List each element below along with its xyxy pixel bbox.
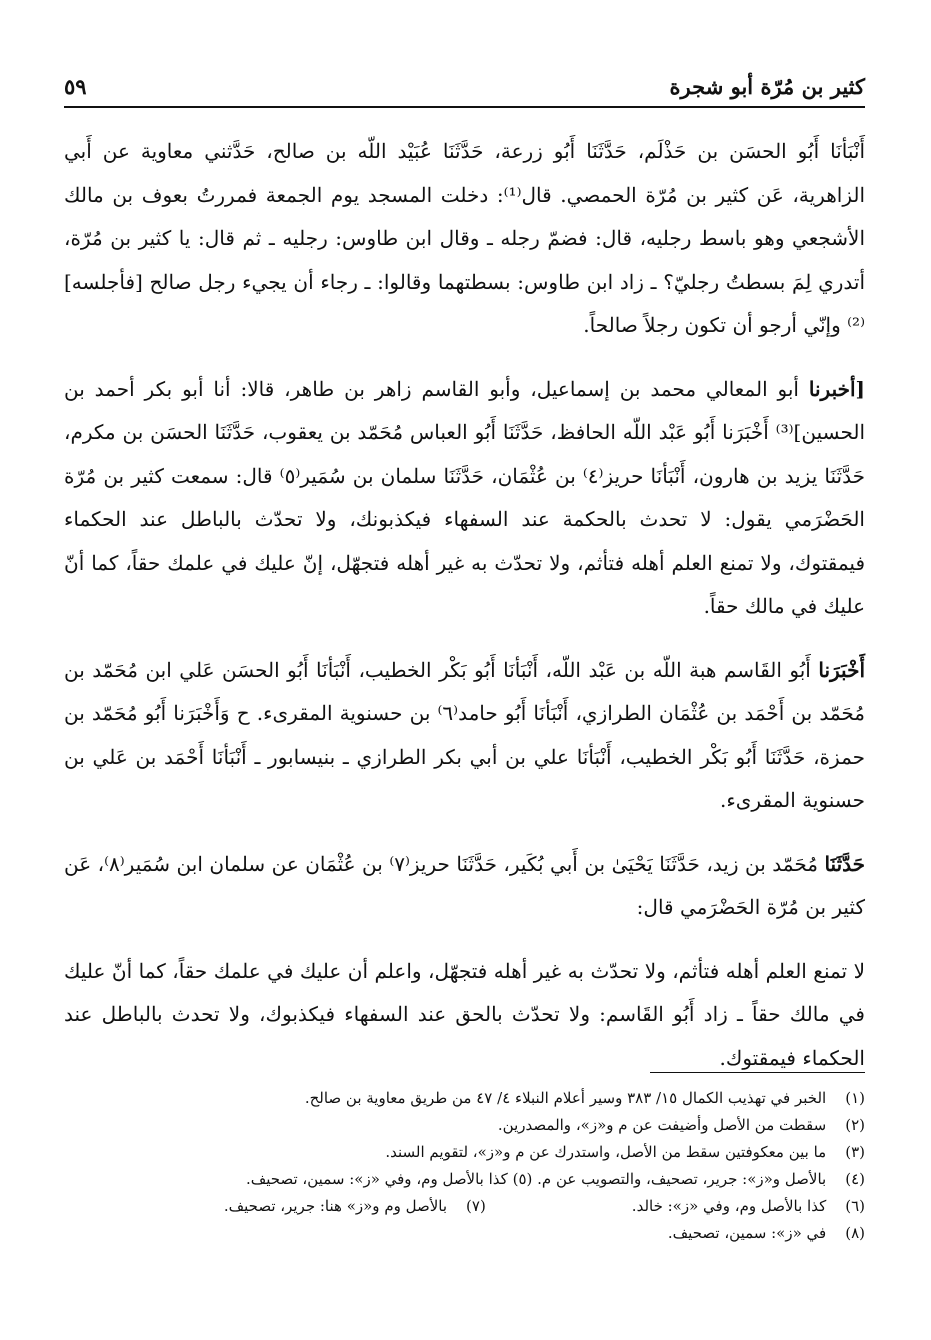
footnote-number: (٢) xyxy=(845,1116,865,1134)
footnotes xyxy=(64,1072,865,1247)
paragraph-text: أبو المعالي محمد بن إسماعيل، وأبو القاسم زاهر بن طاهر، قالا: أنا أبو بكر أحمد بن الحسين]⁽³⁾ أَخْبَرَنا أَبُو عَبْد اللّه الحافظ، حَدَّثَنَا أَبُو العباس مُحَمّد بن يعقوب، حَدَّثَنَا الحسَن بن مكرم، حَدَّثَنَا يزيد بن هارون، أَنْبَأنَا حريز⁽٤⁾ بن عُثْمَان، حَدَّثَنَا سلمان بن سُمَير⁽٥⁾ قال: سمعت كثير بن مُرّة الحَضْرَمي يقول: لا تحدث بالحكمة عند السفهاء فيكذبونك، ولا تحدّث بالباطل عند الحكماء فيمقتوك، ولا تمنع العلم أهله فتأثم، ولا تحدّث به غير أهله فتجهّل، إنّ عليك في علمك حقاً، كما أنّ عليك في مالك حقاً. xyxy=(64,376,866,618)
paragraph-lead: أَخْبَرَنا xyxy=(818,657,866,682)
footnote xyxy=(64,1166,865,1193)
footnote-text: سقطت من الأصل وأضيفت عن م و«ز»، والمصدرين. xyxy=(497,1116,827,1134)
paragraph-text: لا تمنع العلم أهله فتأثم، ولا تحدّث به غير أهله فتجهّل، واعلم أن عليك في علمك حقاً، كما أنّ عليك في مالك حقاً ـ زاد أَبُو القَاسم: ولا تحدّث بالحق عند السفهاء فيكذبوك، ولا تحدث بالباطل عند الحكماء فيمقتوك. xyxy=(64,958,865,1070)
footnote xyxy=(64,1112,865,1139)
footnote xyxy=(64,1085,865,1112)
page-number: ٥٩ xyxy=(64,74,87,99)
paragraph-text: أَبُو القَاسم هبة اللّه بن عَبْد اللّه، أَنْبَأنَا أَبُو بَكْر الخطيب، أَنْبَأنَا أَبُو الحسَن عَلي ابن مُحَمّد بن مُحَمّد بن أَحْمَد بن عُثْمَان الطرازي، أَنْبَأنَا أَبُو حامد⁽٦⁾ بن حسنوية المقرىء. ح وَأَخْبَرَنا أَبُو مُحَمّد بن حمزة، حَدَّثَنَا أَبُو بَكْر الخطيب، أَنْبَأنَا علي بن أبي بكر الطرازي ـ بنيسابور ـ أَنْبَأنَا أَحْمَد بن عَلي بن حسنوية المقرىء. xyxy=(64,657,866,812)
footnote xyxy=(64,1139,865,1166)
footnote-number: (٦) xyxy=(845,1197,865,1215)
paragraph-text: أَنْبَأنَا أَبُو الحسَن بن حَذْلَم، حَدَّثَنَا أَبُو زرعة، حَدَّثَنَا عُبَيْد اللّه بن صالح، حَدَّثني معاوية عن أَبي الزاهرية، عَن كثير بن مُرّة الحمصي. قال⁽¹⁾: دخلت المسجد يوم الجمعة فمررتُ بعوف بن مالك الأشجعي وهو باسط رجليه، قال: فضمّ رجله ـ وقال ابن طاوس: رجليه ـ ثم قال: يا كثير بن مُرّة، أتدري لِمَ بسطتُ رجليّ؟ ـ زاد ابن طاوس: بسطتهما وقالوا: ـ رجاء أن يجيء رجل صالح [فأجلسه]⁽²⁾ وإنّي أرجو أن تكون رجلاً صالحاً. xyxy=(64,139,866,337)
footnote-text: كذا بالأصل وم، وفي «ز»: خالد. xyxy=(631,1197,827,1215)
page-header xyxy=(64,72,865,108)
paragraph-lead: [أخبرنا xyxy=(808,376,866,401)
paragraph xyxy=(64,649,865,823)
footnote-number: (١) xyxy=(845,1089,865,1107)
running-title: كثير بن مُرّة أبو شجرة xyxy=(669,74,865,99)
paragraph-text: مُحَمّد بن زيد، حَدَّثَنَا يَحْيَىٰ بن أَبي بُكَير، حَدَّثَنَا حريز⁽٧⁾ بن عُثْمَان عن سلمان ابن سُمَير⁽٨⁾، عَن كثير بن مُرّة الحَضْرَمي قال: xyxy=(64,851,865,919)
paragraph-lead: حَدَّثَنَا xyxy=(824,851,866,876)
paragraph xyxy=(64,950,865,1081)
footnote-text: بالأصل و«ز»: جرير، تصحيف، والتصويب عن م. (٥) كذا بالأصل وم، وفي «ز»: سمين، تصحيف. xyxy=(245,1170,827,1188)
footnote-divider xyxy=(650,1072,865,1073)
footnote xyxy=(64,1193,865,1220)
footnote-text: في «ز»: سمين، تصحيف. xyxy=(667,1224,827,1242)
footnote xyxy=(64,1220,865,1247)
footnote-text: ما بين معكوفتين سقط من الأصل، واستدرك عن م و«ز»، لتقويم السند. xyxy=(385,1143,827,1161)
paragraph xyxy=(64,130,865,348)
footnote-text: الخبر في تهذيب الكمال ١٥/ ٣٨٣ وسير أعلام النبلاء ٤/ ٤٧ من طريق معاوية بن صالح. xyxy=(304,1089,827,1107)
main-text xyxy=(64,130,865,1080)
footnote-text: بالأصل وم و«ز» هنا: جرير، تصحيف. xyxy=(223,1197,448,1215)
footnote-number: (٨) xyxy=(845,1224,865,1242)
footnote-number: (٣) xyxy=(845,1143,865,1161)
footnote-number: (٤) xyxy=(845,1170,865,1188)
paragraph xyxy=(64,368,865,629)
footnote-number: (٧) xyxy=(466,1197,486,1215)
paragraph xyxy=(64,843,865,930)
